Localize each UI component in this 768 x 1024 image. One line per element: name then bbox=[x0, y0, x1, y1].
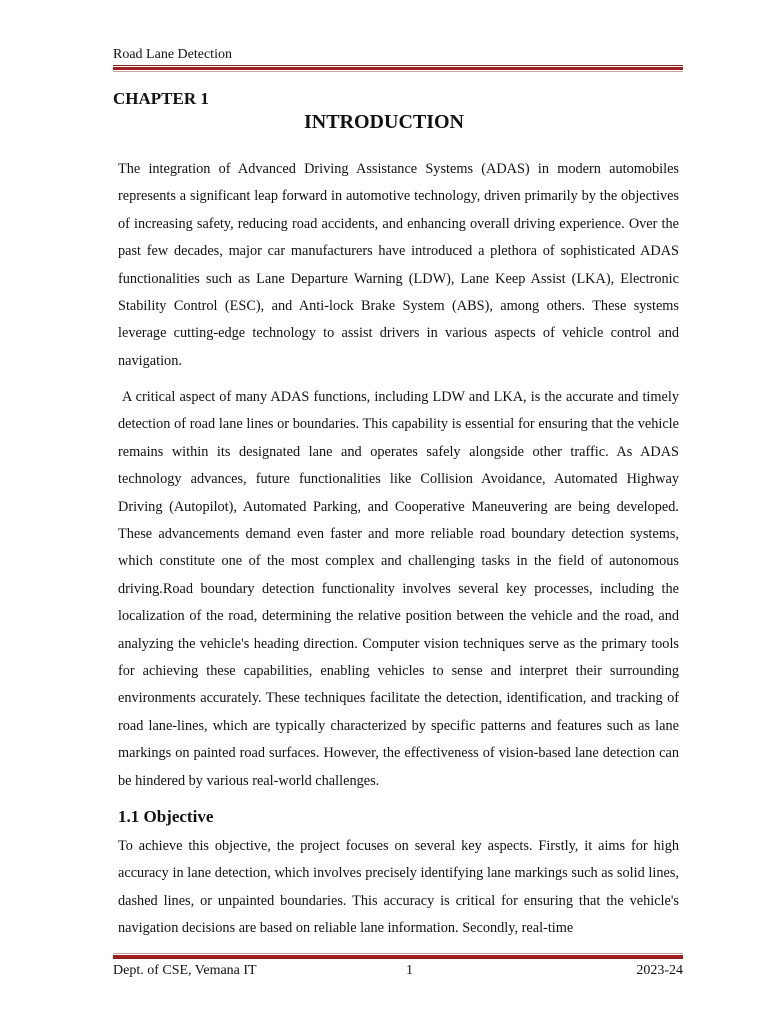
chapter-label: CHAPTER 1 bbox=[113, 89, 209, 108]
header-rule bbox=[113, 65, 683, 72]
intro-paragraph-1: The integration of Advanced Driving Assistance Systems (ADAS) in modern automobiles represents a significant leap forward in automotive technology, driven primarily by the objectives of increasing safety, reducing road accidents, and enhancing overall driving experience. Over the past few decades, major car manufacturers have introduced a plethora of sophisticated ADAS functionalities such as Lane Departure Warning (LDW), Lane Keep Assist (LKA), Electronic Stability Control (ESC), and Anti-lock Brake System (ABS), among others. These systems leverage cutting-edge technology to assist drivers in various aspects of vehicle control and navigation. bbox=[118, 161, 679, 369]
section-heading-objective: 1.1 Objective bbox=[118, 807, 214, 826]
footer-rule bbox=[113, 952, 683, 959]
running-header: Road Lane Detection bbox=[113, 47, 232, 62]
page-number: 1 bbox=[406, 963, 413, 978]
footer-department: Dept. of CSE, Vemana IT bbox=[113, 963, 257, 978]
intro-paragraph-2: A critical aspect of many ADAS functions, including LDW and LKA, is the accurate and timely detection of road lane lines or boundaries. This capability is essential for ensuring that the vehicle remains within its designated lane and operates safely alongside other traffic. As ADAS technology advances, future functionalities like Collision Avoidance, Automated Highway Driving (Autopilot), Automated Parking, and Cooperative Maneuvering are being developed. These advancements demand even faster and more reliable road boundary detection systems, which constitute one of the most complex and challenging tasks in the field of autonomous driving.Road boundary detection functionality involves several key processes, including the localization of the road, determining the relative position between the vehicle and the road, and analyzing the vehicle's heading direction. Computer vision techniques serve as the primary tools for achieving these capabilities, enabling vehicles to sense and interpret their surrounding environments accurately. These techniques facilitate the detection, identification, and tracking of road lane-lines, which are typically characterized by specific patterns and features such as lane markings on painted road surfaces. However, the effectiveness of vision-based lane detection can be hindered by various real-world challenges. bbox=[118, 389, 679, 789]
objective-paragraph: To achieve this objective, the project focuses on several key aspects. Firstly, it aims for high accuracy in lane detection, which involves precisely identifying lane markings such as solid lines, dashed lines, or unpainted boundaries. This accuracy is critical for ensuring that the vehicle's navigation decisions are based on reliable lane information. Secondly, real-time bbox=[118, 838, 679, 937]
chapter-title: INTRODUCTION bbox=[303, 111, 465, 133]
footer-year: 2023-24 bbox=[636, 963, 683, 978]
